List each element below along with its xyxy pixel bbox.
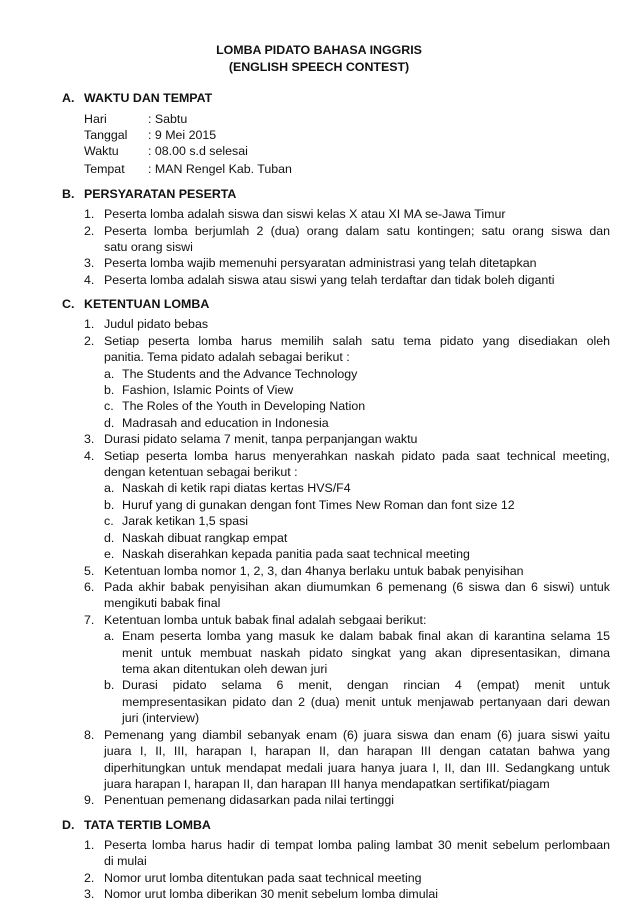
document-subtitle: (ENGLISH SPEECH CONTEST) xyxy=(228,60,410,75)
section-b-letter: B. xyxy=(62,186,75,201)
list-item-number: 3. xyxy=(84,432,95,447)
schedule-value-date: : 9 Mei 2015 xyxy=(148,128,217,142)
list-item-number: 4. xyxy=(84,272,95,287)
section-b-heading: PERSYARATAN PESERTA xyxy=(84,186,237,201)
list-item-number: 2. xyxy=(84,870,95,885)
sub-item-text: Naskah dibuat rangkap empat xyxy=(122,530,288,545)
sub-item-text: Naskah diserahkan kepada panitia pada saat technical meeting xyxy=(122,547,470,562)
document-title: LOMBA PIDATO BAHASA INGGRIS xyxy=(216,43,422,57)
list-item-text: Peserta lomba harus hadir di tempat lomba paling lambat 30 menit sebelum perlombaan xyxy=(104,837,610,852)
schedule-label-day: Hari xyxy=(84,111,107,126)
sub-item-text: Naskah di ketik rapi diatas kertas HVS/F4 xyxy=(122,481,351,496)
schedule-label-place: Tempat xyxy=(84,161,125,176)
list-item-number: 1. xyxy=(84,317,95,332)
list-item-text: Nomor urut lomba diberikan 30 menit sebelum lomba dimulai xyxy=(104,887,439,901)
list-item-text: Peserta lomba adalah siswa atau siswi yang telah terdaftar dan tidak boleh diganti xyxy=(104,272,555,287)
list-item-number: 1. xyxy=(84,837,95,852)
sub-item-letter: b. xyxy=(104,678,115,693)
list-item-text-continued: di mulai xyxy=(104,854,147,869)
sub-item-text: Jarak ketikan 1,5 spasi xyxy=(122,514,249,529)
sub-item-text-continued: juri (interview) xyxy=(122,711,200,726)
list-item-number: 1. xyxy=(84,207,95,222)
schedule-value-place: : MAN Rengel Kab. Tuban xyxy=(148,161,292,176)
sub-item-letter: d. xyxy=(104,530,115,545)
sub-item-text: Madrasah and education in Indonesia xyxy=(122,415,329,430)
sub-item-letter: a. xyxy=(104,481,115,496)
list-item-number: 3. xyxy=(84,887,95,901)
sub-item-letter: b. xyxy=(104,382,115,397)
sub-item-letter: b. xyxy=(104,497,115,512)
section-c-heading: KETENTUAN LOMBA xyxy=(84,297,210,311)
list-item-text: Peserta lomba berjumlah 2 (dua) orang dalam satu kontingen; satu orang siswa dan xyxy=(104,223,610,238)
sub-item-text: The Students and the Advance Technology xyxy=(122,366,358,381)
sub-item-letter: c. xyxy=(104,399,114,414)
list-item-text: Setiap peserta lomba harus memilih salah satu tema pidato yang disediakan oleh xyxy=(104,333,610,348)
sub-item-text-continued: menit untuk membuat naskah pidato singkat yang akan dipresentasikan, dimana xyxy=(122,645,610,660)
list-item-text: Ketentuan lomba untuk babak final adalah sebgaai berikut: xyxy=(104,612,427,627)
list-item-text-continued: juara harapan I, harapan II, dan harapan III hanya mendapatkan sertifikat/piagam xyxy=(104,776,550,791)
list-item-number: 3. xyxy=(84,256,95,271)
list-item-number: 5. xyxy=(84,563,95,578)
schedule-label-time: Waktu xyxy=(84,144,119,159)
sub-item-letter: c. xyxy=(104,514,114,529)
schedule-label-date: Tanggal xyxy=(84,128,128,142)
section-c-letter: C. xyxy=(62,297,75,311)
list-item-text: Nomor urut lomba ditentukan pada saat technical meeting xyxy=(104,870,422,885)
list-item-text-continued: diperhitungkan untuk mendapat medali juara hanya juara I, II, dan III. Sedangkang untuk xyxy=(104,760,610,775)
list-item-text-continued: panitia. Tema pidato adalah sebagai berikut : xyxy=(104,350,350,365)
sub-item-text: Fashion, Islamic Points of View xyxy=(122,382,294,397)
list-item-text: Peserta lomba adalah siswa dan siswi kelas X atau XI MA se-Jawa Timur xyxy=(104,207,506,222)
sub-item-letter: d. xyxy=(104,415,115,430)
sub-item-text: The Roles of the Youth in Developing Nation xyxy=(122,399,366,414)
sub-item-text-continued: tema akan ditentukan oleh dewan juri xyxy=(122,662,328,676)
list-item-text-continued: satu orang siswi xyxy=(104,240,193,254)
list-item-number: 8. xyxy=(84,727,95,742)
list-item-number: 6. xyxy=(84,579,95,594)
list-item-text: Penentuan pemenang didasarkan pada nilai tertinggi xyxy=(104,793,395,808)
list-item-text-continued: mengikuti babak final xyxy=(104,596,221,611)
list-item-text: Setiap peserta lomba harus menyerahkan naskah pidato pada saat technical meeting, xyxy=(104,448,610,463)
list-item-text: Ketentuan lomba nomor 1, 2, 3, dan 4hanya berlaku untuk babak penyisihan xyxy=(104,563,524,578)
list-item-number: 2. xyxy=(84,333,95,348)
sub-item-letter: a. xyxy=(104,366,115,381)
sub-item-text: Enam peserta lomba yang masuk ke dalam babak final akan di karantina selama 15 xyxy=(122,629,610,644)
list-item-text: Pemenang yang diambil sebanyak enam (6) juara siswa dan enam (6) juara siswi yaitu xyxy=(104,727,610,742)
sub-item-text: Durasi pidato selama 6 menit, dengan rincian 4 (empat) menit untuk xyxy=(122,678,610,693)
section-a-heading: WAKTU DAN TEMPAT xyxy=(84,91,213,106)
sub-item-letter: e. xyxy=(104,547,115,562)
list-item-text-continued: dengan ketentuan sebagai berikut : xyxy=(104,465,298,479)
list-item-text: Pada akhir babak penyisihan akan diumumkan 6 pemenang (6 siswa dan 6 siswi) untuk xyxy=(104,579,610,594)
sub-item-text: Huruf yang di gunakan dengan font Times New Roman dan font size 12 xyxy=(122,497,515,512)
section-d-letter: D. xyxy=(62,817,75,832)
schedule-value-day: : Sabtu xyxy=(148,111,188,126)
list-item-text: Peserta lomba wajib memenuhi persyaratan administrasi yang telah ditetapkan xyxy=(104,256,537,271)
section-d-heading: TATA TERTIB LOMBA xyxy=(84,817,211,832)
section-a-letter: A. xyxy=(62,91,75,106)
list-item-text: Durasi pidato selama 7 menit, tanpa perpanjangan waktu xyxy=(104,432,418,447)
list-item-number: 4. xyxy=(84,448,95,463)
schedule-value-time: : 08.00 s.d selesai xyxy=(148,144,248,159)
list-item-text-continued: juara I, II, III, harapan I, harapan II, dan harapan III dengan catatan bahwa yang xyxy=(104,744,610,759)
list-item-number: 2. xyxy=(84,223,95,238)
sub-item-text-continued: mempresentasikan pidato dan 2 (dua) menit untuk menjawab pertanyaan dari dewan xyxy=(122,694,610,709)
sub-item-letter: a. xyxy=(104,629,115,644)
list-item-text: Judul pidato bebas xyxy=(104,317,209,332)
list-item-number: 7. xyxy=(84,612,95,627)
list-item-number: 9. xyxy=(84,793,95,808)
